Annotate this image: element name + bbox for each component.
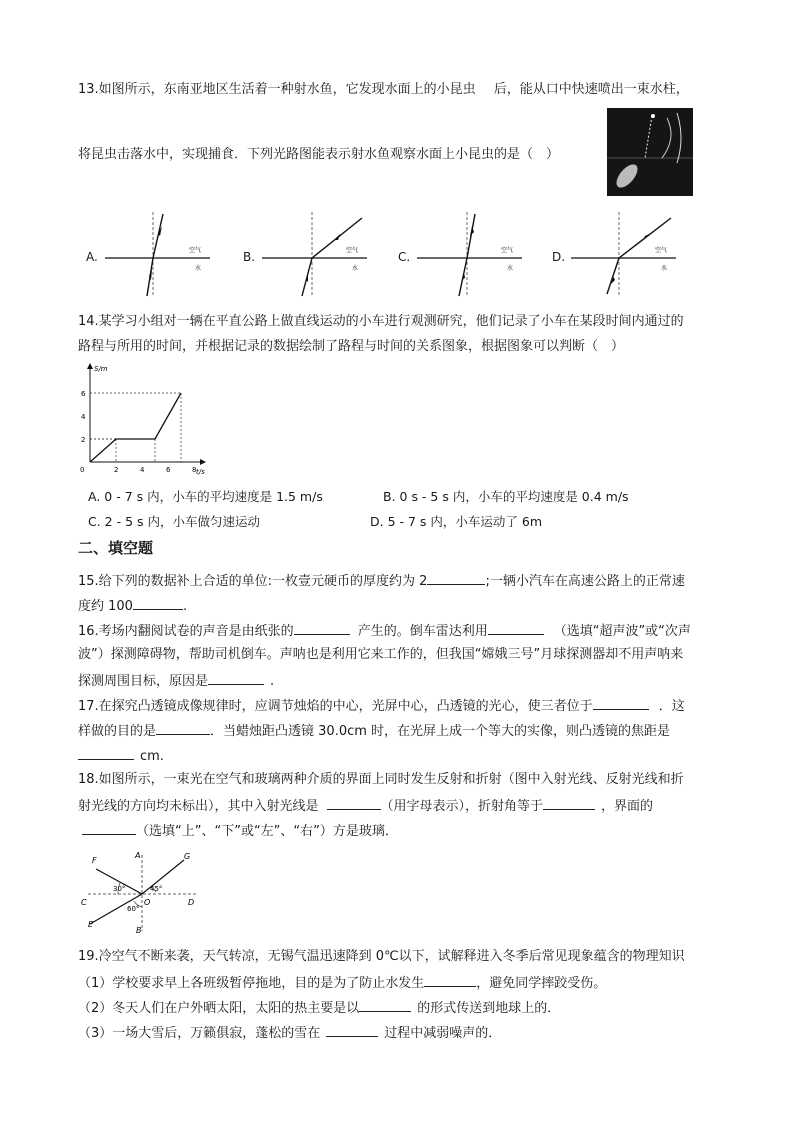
q15-line2 [78, 595, 187, 617]
series-line [90, 393, 181, 462]
x-axis-arrow [200, 459, 206, 465]
q13-option-d-label[interactable]: D. [552, 250, 566, 264]
q13-line2: 将昆虫击落水中，实现捕食．下列光路图能表示射水鱼观察水面上小昆虫的是（ ） [78, 147, 560, 162]
q18-text-c: ，界面的 [601, 799, 654, 814]
q19-sub1-text-b: ，避免同学摔跤受伤。 [476, 976, 607, 991]
y-axis-arrow [87, 363, 93, 369]
y-tick-label: 2 [81, 436, 86, 444]
air-label: 空气 [346, 247, 359, 254]
q15-blank-1[interactable] [427, 570, 485, 585]
q19-blank-2[interactable] [359, 997, 411, 1012]
angle-45: 45° [150, 885, 163, 893]
y-axis-label: S/m [94, 365, 108, 373]
q15-text-a: 15.给下列的数据补上合适的单位:一枚壹元硬币的厚度约为 2 [78, 574, 428, 589]
q15-text-d: . [182, 599, 188, 614]
q17-blank-1[interactable] [593, 695, 649, 710]
q18-line1: 18.如图所示，一束光在空气和玻璃两种介质的界面上同时发生反射和折射（图中入射光线、反射光线和折 [78, 772, 684, 787]
x-tick-label: 2 [114, 466, 119, 474]
archerfish-photo [607, 108, 693, 196]
water-label: 水 [195, 265, 202, 272]
y-tick-label: 4 [81, 413, 86, 421]
q16-blank-3[interactable] [208, 670, 264, 685]
s-t-graph [74, 362, 224, 478]
q19-sub3 [78, 1022, 501, 1044]
q17-line2 [78, 720, 670, 742]
air-label: 空气 [189, 247, 202, 254]
q18-blank-2[interactable] [543, 795, 595, 810]
q16-line1 [78, 620, 691, 642]
label-c: C [81, 898, 87, 907]
label-b: B [136, 926, 142, 935]
q15-line1 [78, 570, 685, 592]
x-tick-label: 8 [192, 466, 197, 474]
q16-line2: 波”）探测障碍物，帮助司机倒车。声呐也是利用它来工作的，但我国“嫦娥三号”月球探测器却不用声呐来 [78, 647, 684, 662]
q17-text-c: 样做的目的是 [78, 724, 157, 739]
q19-sub2-text-b: 的形式传送到地球上的． [417, 1001, 561, 1016]
q14-line1: 14.某学习小组对一辆在平直公路上做直线运动的小车进行观测研究，他们记录了小车在某段时间内通过的 [78, 314, 684, 329]
q16-line3 [78, 670, 274, 692]
q18-text-b: （用字母表示），折射角等于 [380, 799, 544, 814]
section-title-fill-in: 二、填空题 [78, 539, 154, 557]
q17-blank-2[interactable] [156, 720, 210, 735]
q13-option-a-label[interactable]: A. [86, 250, 98, 264]
angle-60: 60° [127, 905, 140, 913]
q13-option-c-diagram[interactable] [417, 212, 522, 297]
x-tick-label: 0 [80, 466, 85, 474]
q17-line3 [78, 745, 164, 767]
q16-text-e: . [270, 674, 275, 689]
s-t-chart-svg [74, 362, 224, 478]
q18-line2 [78, 795, 653, 817]
label-a: A [135, 851, 141, 860]
q17-text-e: cm. [140, 749, 164, 764]
q19-sub2-text-a: （2）冬天人们在户外晒太阳，太阳的热主要是以 [78, 1001, 360, 1016]
q16-text-a: 16.考场内翻阅试卷的声音是由纸张的 [78, 624, 294, 639]
q19-line1: 19.冷空气不断来袭，天气转凉，无锡气温迅速降到 0℃以下，试解释进入冬季后常见现象蕴含的物理知识 [78, 949, 685, 964]
label-o: O [144, 898, 151, 907]
q18-text-a: 射光线的方向均未标出），其中入射光线是 [78, 799, 319, 814]
q19-sub1 [78, 972, 606, 994]
q18-blank-3[interactable] [82, 820, 136, 835]
q13-line1 [78, 80, 689, 100]
q16-blank-1[interactable] [294, 620, 350, 635]
air-label: 空气 [501, 247, 514, 254]
air-label: 空气 [655, 247, 668, 254]
q13-option-b-label[interactable]: B. [243, 250, 256, 264]
label-d: D [188, 898, 195, 907]
q18-blank-1[interactable] [327, 795, 381, 810]
q16-text-b: 产生的。倒车雷达利用 [357, 624, 488, 639]
q19-sub1-text-a: （1）学校要求早上各班级暂停拖地，目的是为了防止水发生 [78, 976, 425, 991]
label-f: F [92, 856, 97, 865]
q13-option-d-diagram[interactable] [571, 212, 676, 297]
q19-blank-1[interactable] [424, 972, 476, 987]
q13-text-a: 13.如图所示，东南亚地区生活着一种射水鱼，它发现水面上的小昆虫 [78, 82, 476, 97]
water-label: 水 [661, 265, 668, 272]
q19-blank-3[interactable] [326, 1022, 378, 1037]
q17-text-b: ．这 [658, 699, 685, 714]
q13-text-b: 后，能从口中快速喷出一束水柱， [493, 82, 689, 97]
q14-option-b[interactable]: B. 0 s - 5 s 内，小车的平均速度是 0.4 m/s [383, 489, 629, 504]
q19-sub3-text-b: 过程中减弱噪声的． [384, 1026, 502, 1041]
q18-text-d: （选填“上”、“下”或“左”、“右”）方是玻璃． [136, 824, 398, 839]
water-label: 水 [507, 265, 514, 272]
x-axis-label: t/s [196, 468, 205, 476]
angle-30: 30° [113, 885, 126, 893]
q18-line3 [78, 820, 398, 842]
q16-blank-2[interactable] [488, 620, 544, 635]
q16-text-d: 探测周围目标，原因是 [78, 674, 209, 689]
y-tick-label: 6 [81, 390, 86, 398]
label-g: G [184, 852, 191, 861]
q14-option-a[interactable]: A. 0 - 7 s 内，小车的平均速度是 1.5 m/s [88, 489, 323, 504]
x-tick-label: 4 [140, 466, 145, 474]
q17-text-d: ．当蜡烛距凸透镜 30.0cm 时，在光屏上成一个等大的实像，则凸透镜的焦距是 [210, 724, 671, 739]
x-tick-label: 6 [166, 466, 171, 474]
q18-light-diagram [80, 847, 200, 935]
q13-option-b-diagram[interactable] [262, 212, 367, 297]
q15-blank-2[interactable] [133, 595, 183, 610]
q16-text-c: （选填“超声波”或“次声 [553, 624, 691, 639]
q17-text-a: 17.在探究凸透镜成像规律时，应调节烛焰的中心，光屏中心，凸透镜的光心，使三者位于 [78, 699, 593, 714]
q15-text-c: 度约 100 [78, 599, 133, 614]
q15-text-b: ;一辆小汽车在高速公路上的正常速 [485, 574, 685, 589]
q14-option-c[interactable]: C. 2 - 5 s 内，小车做匀速运动 [88, 514, 260, 529]
q14-line2: 路程与所用的时间，并根据记录的数据绘制了路程与时间的关系图象，根据图象可以判断（ ） [78, 339, 625, 354]
label-e: E [88, 920, 94, 929]
q19-sub3-text-a: （3）一场大雪后，万籁俱寂，蓬松的雪在 [78, 1026, 321, 1041]
q13-option-c-label[interactable]: C. [398, 250, 411, 264]
water-label: 水 [352, 265, 359, 272]
q14-option-d[interactable]: D. 5 - 7 s 内，小车运动了 6m [370, 514, 542, 529]
q19-sub2 [78, 997, 560, 1019]
q13-option-a-diagram[interactable] [105, 212, 210, 297]
q17-line1 [78, 695, 685, 717]
q17-blank-3[interactable] [78, 745, 134, 760]
